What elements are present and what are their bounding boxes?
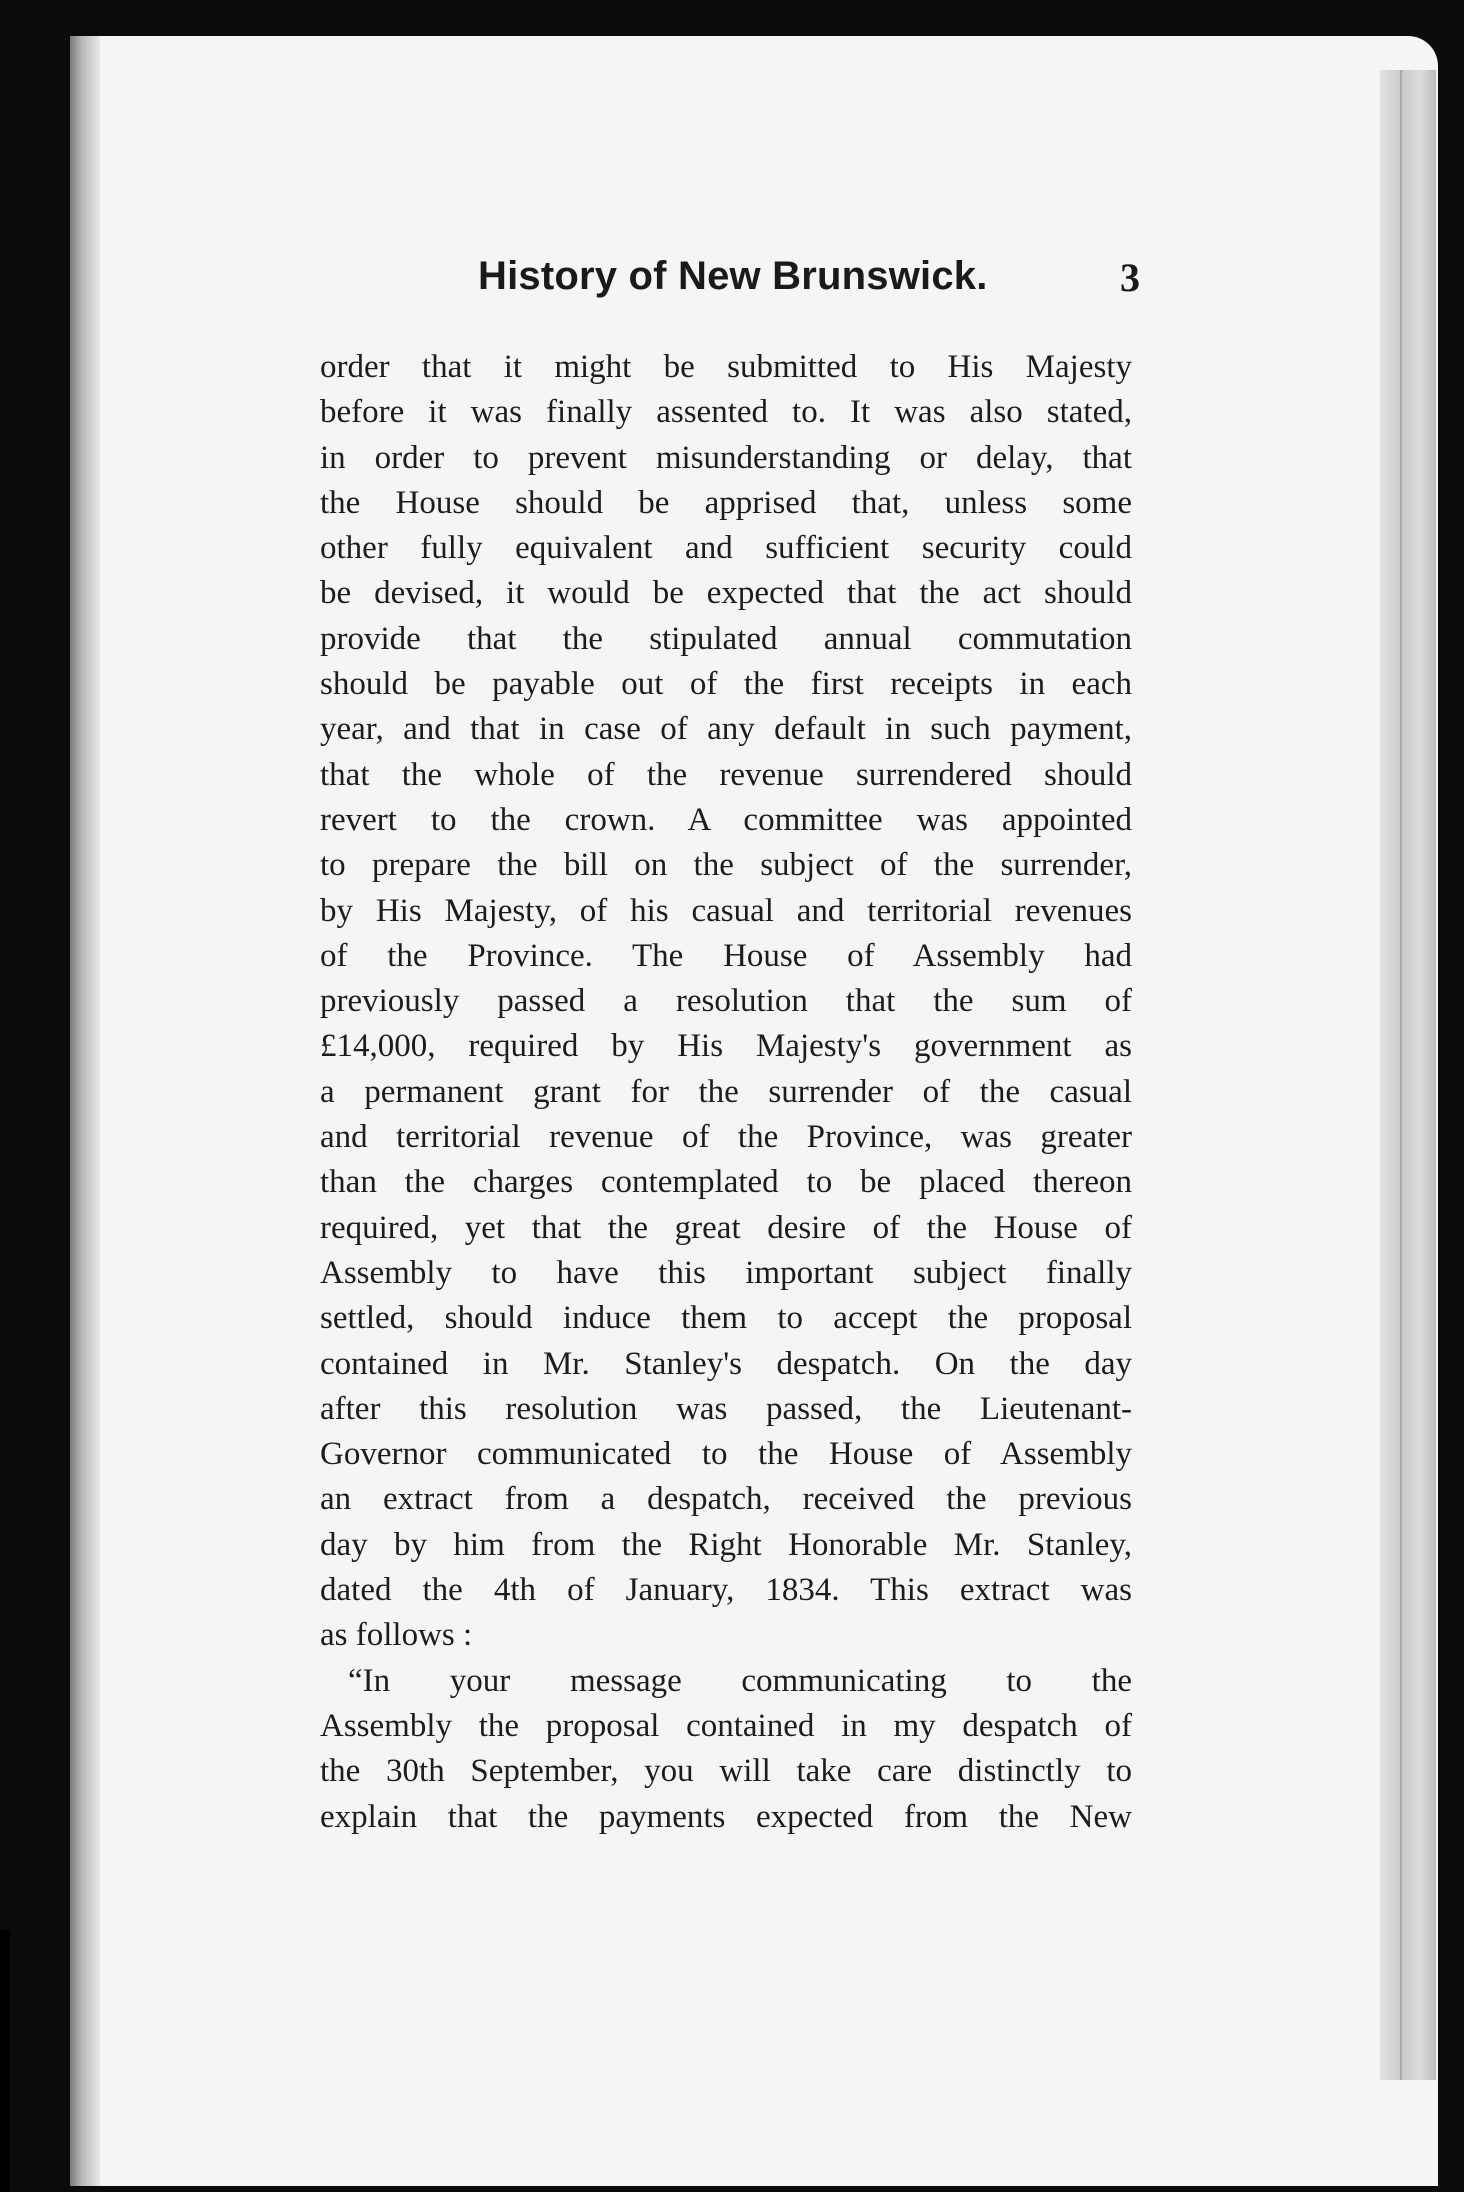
text-line: provide that the stipulated annual commutation (320, 620, 1132, 657)
text-line: and territorial revenue of the Province, was greater (320, 1119, 1132, 1156)
text-line: contained in Mr. Stanley's despatch. On the day (320, 1345, 1132, 1382)
text-line: to prepare the bill on the subject of the surrender, (320, 847, 1132, 884)
gutter-shadow (70, 36, 100, 2186)
text-line: required, yet that the great desire of the House of (320, 1209, 1132, 1246)
text-line: of the Province. The House of Assembly had (320, 937, 1132, 974)
text-line: revert to the crown. A committee was appointed (320, 801, 1132, 838)
text-line: explain that the payments expected from the New (320, 1798, 1132, 1835)
text-line: as follows : (320, 1617, 473, 1654)
text-line: the House should be apprised that, unless some (320, 484, 1132, 521)
page-number: 3 (1120, 255, 1140, 300)
running-title: History of New Brunswick. (478, 254, 988, 298)
text-line: £14,000, required by His Majesty's government as (320, 1028, 1132, 1065)
text-line: after this resolution was passed, the Lieutenant- (320, 1390, 1132, 1427)
text-line: Assembly the proposal contained in my despatch of (320, 1707, 1132, 1744)
text-line: previously passed a resolution that the sum of (320, 983, 1132, 1020)
text-line: Assembly to have this important subject finally (320, 1254, 1132, 1291)
text-line: before it was finally assented to. It was also stated, (320, 394, 1132, 431)
text-line: than the charges contemplated to be placed thereon (320, 1164, 1132, 1201)
text-line: a permanent grant for the surrender of the casual (320, 1073, 1132, 1110)
text-line: be devised, it would be expected that the act should (320, 575, 1132, 612)
text-line: year, and that in case of any default in such payment, (320, 711, 1132, 748)
running-header (320, 254, 1140, 314)
text-line: “In your message communicating to the (348, 1662, 1132, 1699)
text-line: an extract from a despatch, received the previous (320, 1481, 1132, 1518)
text-line: settled, should induce them to accept the proposal (320, 1300, 1132, 1337)
text-line: day by him from the Right Honorable Mr. Stanley, (320, 1526, 1132, 1563)
text-line: Governor communicated to the House of Assembly (320, 1436, 1132, 1473)
body-text (320, 345, 1132, 1840)
text-line: by His Majesty, of his casual and territorial revenues (320, 892, 1132, 929)
text-line: other fully equivalent and sufficient security could (320, 530, 1132, 567)
text-line: dated the 4th of January, 1834. This extract was (320, 1572, 1132, 1609)
text-line: in order to prevent misunderstanding or delay, that (320, 439, 1132, 476)
text-line: order that it might be submitted to His Majesty (320, 349, 1132, 385)
scan-border (0, 1930, 10, 2192)
text-line: should be payable out of the first receipts in each (320, 666, 1132, 703)
text-line: that the whole of the revenue surrendered should (320, 756, 1132, 793)
page-edge (1380, 70, 1436, 2080)
text-line: the 30th September, you will take care distinctly to (320, 1753, 1132, 1790)
